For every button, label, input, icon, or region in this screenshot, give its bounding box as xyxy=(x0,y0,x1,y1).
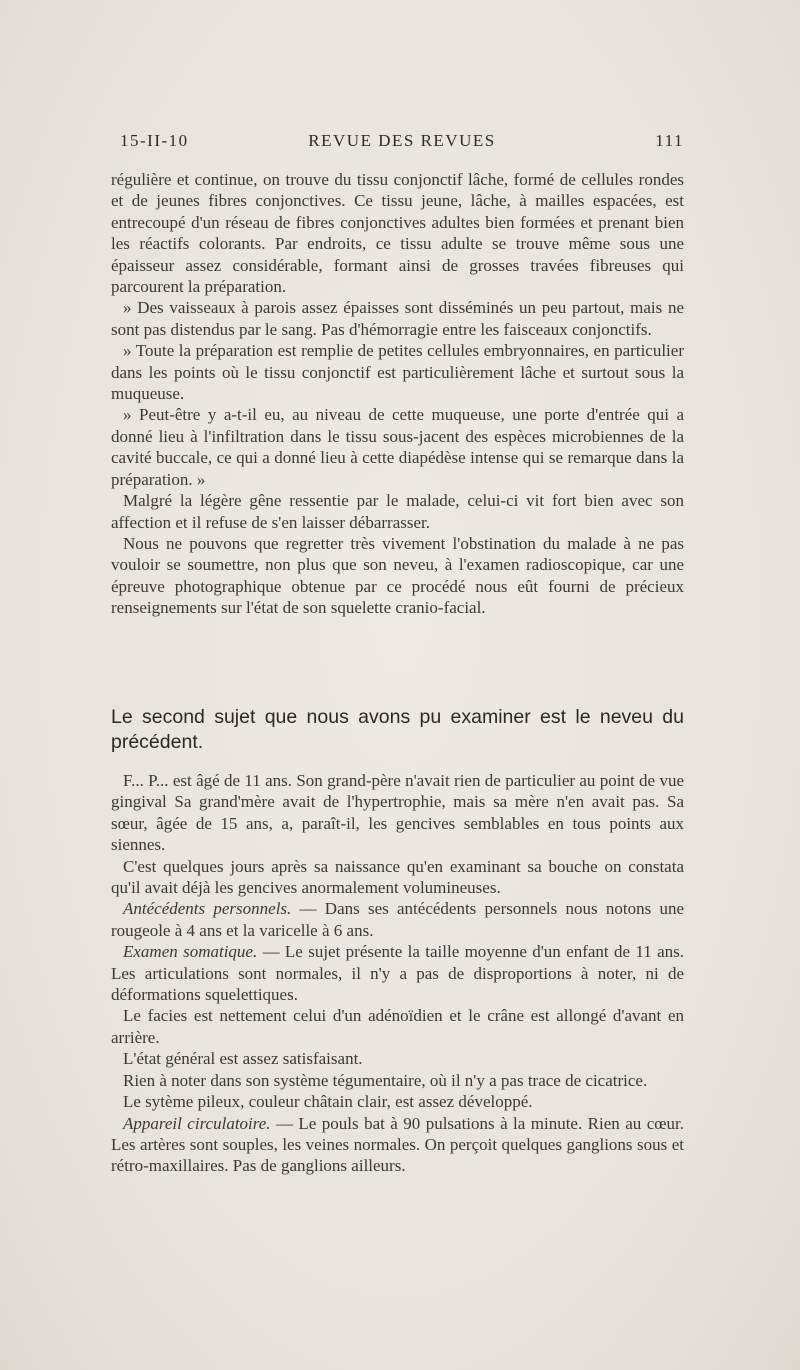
section-heading: Le second sujet que nous avons pu examiner est le neveu du précédent. xyxy=(111,706,684,753)
paragraph-text: — Dans ses antécédents personnels nous notons une rougeole à 4 ans et la varicelle à 6 ans. xyxy=(111,899,684,940)
running-head xyxy=(120,131,684,155)
subsection-label: Appareil circulatoire. xyxy=(123,1113,271,1133)
paragraph: » Des vaisseaux à parois assez épaisses sont disséminés un peu partout, mais ne sont pas distendus par le sang. Pas d'hémorragie entre les faisceaux conjonctifs. xyxy=(111,298,684,339)
subsection-label: Examen somatique. xyxy=(123,942,258,962)
paragraph: L'état général est assez satisfaisant. xyxy=(123,1049,363,1069)
paragraph: Malgré la légère gêne ressentie par le malade, celui-ci vit fort bien avec son affection et il refuse de s'en laisser débarrasser. xyxy=(111,491,684,532)
paragraph: F... P... est âgé de 11 ans. Son grand-père n'avait rien de particulier au point de vue gingival Sa grand'mère avait de l'hypertrophie, mais sa mère n'en avait pas. Sa sœur, âgée de 15 ans, a, paraît-il, les gencives semblables en tous points aux siennes. xyxy=(111,771,684,855)
paragraph: Le facies est nettement celui d'un adénoïdien et le crâne est allongé d'avant en arrière. xyxy=(111,1006,684,1047)
paragraph: » Peut-être y a-t-il eu, au niveau de cette muqueuse, une porte d'entrée qui a donné lieu à l'infiltration dans le tissu sous-jacent des espèces microbiennes de la cavité buccale, ce qui a donné lieu à cette diapédèse intense qui se remarque dans la préparation. » xyxy=(111,405,684,489)
journal-title: REVUE DES REVUES xyxy=(308,131,496,150)
paragraph: » Toute la préparation est remplie de petites cellules embryonnaires, en particulier dans les points où le tissu conjonctif est particulièrement lâche et surtout sous la muqueuse. xyxy=(111,341,684,404)
paragraph: Rien à noter dans son système tégumentaire, où il n'y a pas trace de cicatrice. xyxy=(123,1070,648,1090)
paragraph: C'est quelques jours après sa naissance qu'en examinant sa bouche on constata qu'il avait déjà les gencives anormalement volumineuses. xyxy=(111,856,684,898)
paragraph: Le sytème pileux, couleur châtain clair, est assez développé. xyxy=(123,1092,533,1112)
text-block-case-two xyxy=(111,770,684,1177)
paragraph xyxy=(111,941,684,1005)
paragraph: régulière et continue, on trouve du tissu conjonctif lâche, formé de cellules rondes et de jeunes fibres conjonctives. Ce tissu jeune, lâche, à mailles espacées, est entrecoupé d'un réseau de fibres conjonctives adultes bien formées et prenant bien les réactifs colorants. Par endroits, ce tissu adulte se trouve même sous une épaisseur assez considérable, formant ainsi de grosses travées fibreuses qui parcourent la préparation. xyxy=(111,170,684,297)
page-reference: 15-II-10 xyxy=(120,131,189,150)
paragraph-text: — Le pouls bat à 90 pulsations à la minute. Rien au cœur. Les artères sont souples, les veines normales. On perçoit quelques ganglions sous et rétro-maxillaires. Pas de ganglions ailleurs. xyxy=(111,1113,684,1176)
text-block-histology xyxy=(111,169,684,619)
page-number: 111 xyxy=(655,131,684,150)
subsection-label: Antécédents personnels. xyxy=(123,899,292,919)
paragraph xyxy=(111,1113,684,1177)
paragraph xyxy=(111,898,684,941)
paragraph: Nous ne pouvons que regretter très vivement l'obstination du malade à ne pas vouloir se soumettre, non plus que son neveu, à l'examen radioscopique, car une épreuve photographique obtenue par ce procédé nous eût fourni de précieux renseignements sur l'état de son squelette cranio-facial. xyxy=(111,533,684,618)
paragraph-text: — Le sujet présente la taille moyenne d'un enfant de 11 ans. Les articulations sont normales, il n'y a pas de disproportions à noter, ni de déformations squelettiques. xyxy=(111,942,684,1005)
